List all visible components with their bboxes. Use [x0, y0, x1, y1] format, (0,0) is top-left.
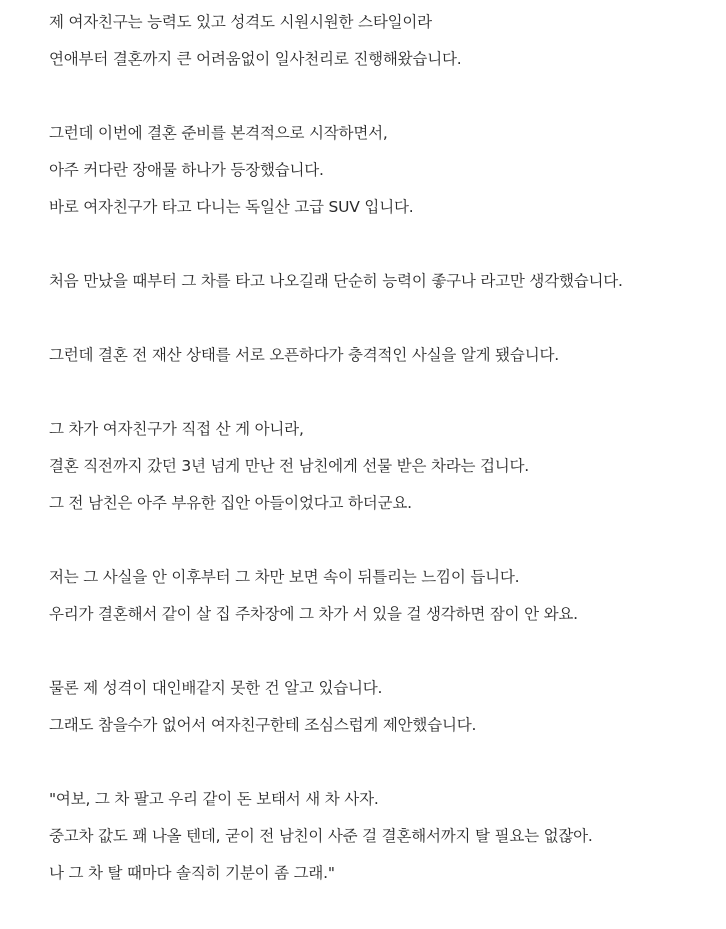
text-line: 우리가 결혼해서 같이 살 집 주차장에 그 차가 서 있을 걸 생각하면 잠이 안 와요.: [49, 605, 578, 623]
text-line: 그래도 참을수가 없어서 여자친구한테 조심스럽게 제안했습니다.: [49, 716, 477, 734]
text-line: 저는 그 사실을 안 이후부터 그 차만 보면 속이 뒤틀리는 느낌이 듭니다.: [49, 568, 520, 586]
text-line: 그 전 남친은 아주 부유한 집안 아들이었다고 하더군요.: [49, 494, 412, 512]
text-line: "여보, 그 차 팔고 우리 같이 돈 보태서 새 차 사자.: [49, 790, 379, 808]
document-body: [49, 0, 719, 929]
paragraph: [49, 670, 719, 744]
paragraph: [49, 263, 719, 300]
text-line: 제 여자친구는 능력도 있고 성격도 시원시원한 스타일이라: [49, 13, 432, 31]
paragraph: [49, 781, 719, 892]
text-line: 결혼 직전까지 갔던 3년 넘게 만난 전 남친에게 선물 받은 차라는 겁니다.: [49, 457, 530, 475]
text-line: 그 차가 여자친구가 직접 산 게 아니라,: [49, 420, 304, 438]
text-line: 그런데 이번에 결혼 준비를 본격적으로 시작하면서,: [49, 124, 388, 142]
text-line: 중고차 값도 꽤 나올 텐데, 굳이 전 남친이 사준 걸 결혼해서까지 탈 필요는 없잖아.: [49, 827, 593, 845]
text-line: 나 그 차 탈 때마다 솔직히 기분이 좀 그래.": [49, 864, 335, 882]
text-line: 처음 만났을 때부터 그 차를 타고 나오길래 단순히 능력이 좋구나 라고만 생각했습니다.: [49, 272, 623, 290]
text-line: 바로 여자친구가 타고 다니는 독일산 고급 SUV 입니다.: [49, 198, 414, 216]
paragraph: [49, 559, 719, 633]
text-line: 연애부터 결혼까지 큰 어려움없이 일사천리로 진행해왔습니다.: [49, 50, 462, 68]
paragraph: [49, 115, 719, 226]
paragraph: [49, 411, 719, 522]
text-line: 그런데 결혼 전 재산 상태를 서로 오픈하다가 충격적인 사실을 알게 됐습니다.: [49, 346, 559, 364]
text-line: 물론 제 성격이 대인배같지 못한 건 알고 있습니다.: [49, 679, 383, 697]
paragraph: [49, 4, 719, 78]
text-line: 아주 커다란 장애물 하나가 등장했습니다.: [49, 161, 324, 179]
paragraph: [49, 337, 719, 374]
